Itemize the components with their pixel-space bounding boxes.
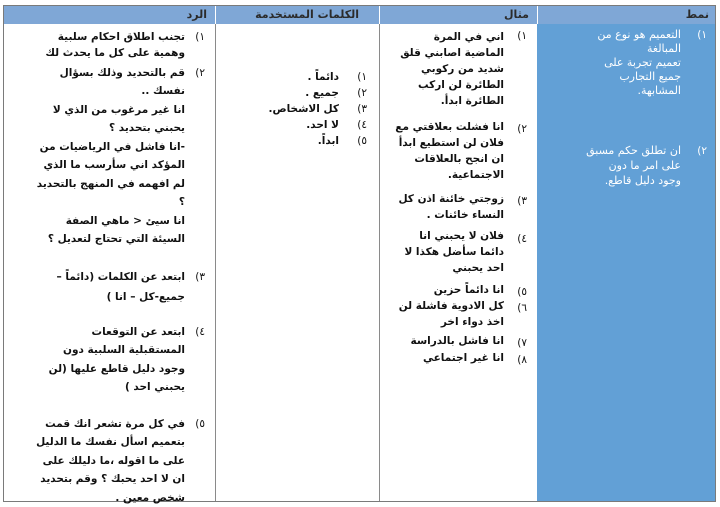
type-item-line: على امر ما دون [608,159,681,172]
response-line: وجود دليل قاطع عليها (لن [48,363,185,375]
example-line: احد يحبني [452,262,504,274]
type-item-line: المشابهة. [637,84,681,97]
type-item-line: المبالغة [647,42,681,55]
generalization-table [3,5,716,502]
word-number: ١) [357,71,367,83]
header-type [537,6,715,24]
word-item: دائماً . [307,71,339,83]
example-line: دائما سأضل هكذا لا [404,246,504,258]
word-number: ٢) [357,87,367,99]
example-number: ٦) [517,302,527,314]
response-column [4,24,215,504]
response-line: انا غير مرغوب من الذي لا [52,104,185,116]
example-number: ٧) [517,337,527,349]
example-line: فلان لا يحبني انا [419,230,504,242]
response-line: المستقبلية السلبية دون [63,344,185,356]
type-item-line: ان تطلق حكم مسبق [586,144,681,157]
type-item-number: ١) [697,29,707,41]
type-item-line: تعميم تجربة على [604,56,681,69]
example-line: انا فاشل بالدراسة [410,335,504,347]
response-line: السيئة التي تحتاج لتعديل ؟ [47,233,185,245]
type-column [537,24,715,501]
word-number: ٤) [357,119,367,131]
word-item: كل الاشخاص. [268,103,339,115]
response-number: ٥) [195,418,205,430]
example-number: ٤) [517,233,527,245]
example-line: شديد من ركوبي [421,63,504,75]
word-item: جميع . [305,87,339,99]
response-line: ان لا احد يحبك ؟ وقم بتحديد [40,473,185,485]
example-line: زوجتي خائنة اذن كل [398,193,504,205]
response-line: في كل مرة تشعر انك قمت [45,418,185,430]
response-line: على ما اقوله ،ما دليلك على [42,455,185,467]
header-example [379,6,537,24]
example-line: كل الادوية فاشلة لن [398,300,504,312]
response-line: ؟ [178,196,185,208]
header-words-label: الكلمات المستخدمة [255,8,359,21]
example-column [379,24,537,501]
word-item: لا احد. [306,119,339,131]
response-line: شخص معين . [115,492,185,504]
example-number: ٣) [517,195,527,207]
response-line: ابتعد عن الكلمات (دائماً – [56,271,185,283]
header-example-label: مثال [504,8,529,21]
type-item-line: جميع التجارب [619,70,681,83]
type-item-number: ٢) [697,145,707,157]
header-type-label: نمط [685,8,709,21]
response-number: ٣) [195,271,205,283]
response-line: وهمية على كل ما يحدث لك [45,47,185,59]
response-line: قم بالتحديد وذلك بسؤال [59,67,185,79]
response-line: المؤكد اني سأرسب ما الذي [43,159,185,171]
response-line: انا سيئ < ماهي الصفة [65,215,185,227]
example-number: ١) [517,30,527,42]
example-line: الطائرة ابدأ. [440,95,504,107]
example-line: انا فشلت بعلاقتي مع [395,121,504,133]
type-item-line: التعميم هو نوع من [597,28,681,41]
response-line: ابتعد عن التوقعات [91,326,185,338]
example-line: اخذ دواء اخر [440,316,504,328]
example-line: انا دائماً حزين [433,284,504,296]
example-line: فلان لن استطيع ابدأ [398,137,504,149]
header-response [4,6,215,24]
example-line: ان انجح بالعلاقات [414,153,504,165]
response-line: -انا فاشل في الرياضيات من [39,141,185,153]
response-line: يحبني بتحديد ؟ [109,122,185,134]
example-line: النساء خائنات . [426,209,504,221]
example-number: ٨) [517,354,527,366]
word-number: ٣) [357,103,367,115]
word-item: ابداً. [317,135,339,147]
response-line: جميع-كل – انا ) [106,291,185,303]
header-words [215,6,379,24]
response-line: لم افهمه في المنهج بالتحديد [36,178,185,190]
response-line: تجنب اطلاق احكام سلبية [57,31,185,43]
response-line: يحبني احد ) [124,381,185,393]
response-line: بتعميم اسأل نفسك ما الدليل [36,436,185,448]
response-line: نفسك .. [141,85,185,97]
example-line: الماضية اصابني قلق [400,47,504,59]
example-line: الاجتماعية. [447,169,504,181]
example-line: الطائرة لن اركب [418,79,504,91]
response-number: ٢) [195,67,205,79]
example-number: ٢) [517,123,527,135]
type-item-line: وجود دليل قاطع. [604,174,681,187]
example-line: انا غير اجتماعي [422,352,504,364]
header-response-label: الرد [186,8,207,21]
example-line: اني في المرة [433,31,504,43]
response-number: ٤) [195,326,205,338]
word-number: ٥) [357,135,367,147]
response-number: ١) [195,31,205,43]
example-number: ٥) [517,286,527,298]
words-column [215,24,379,501]
